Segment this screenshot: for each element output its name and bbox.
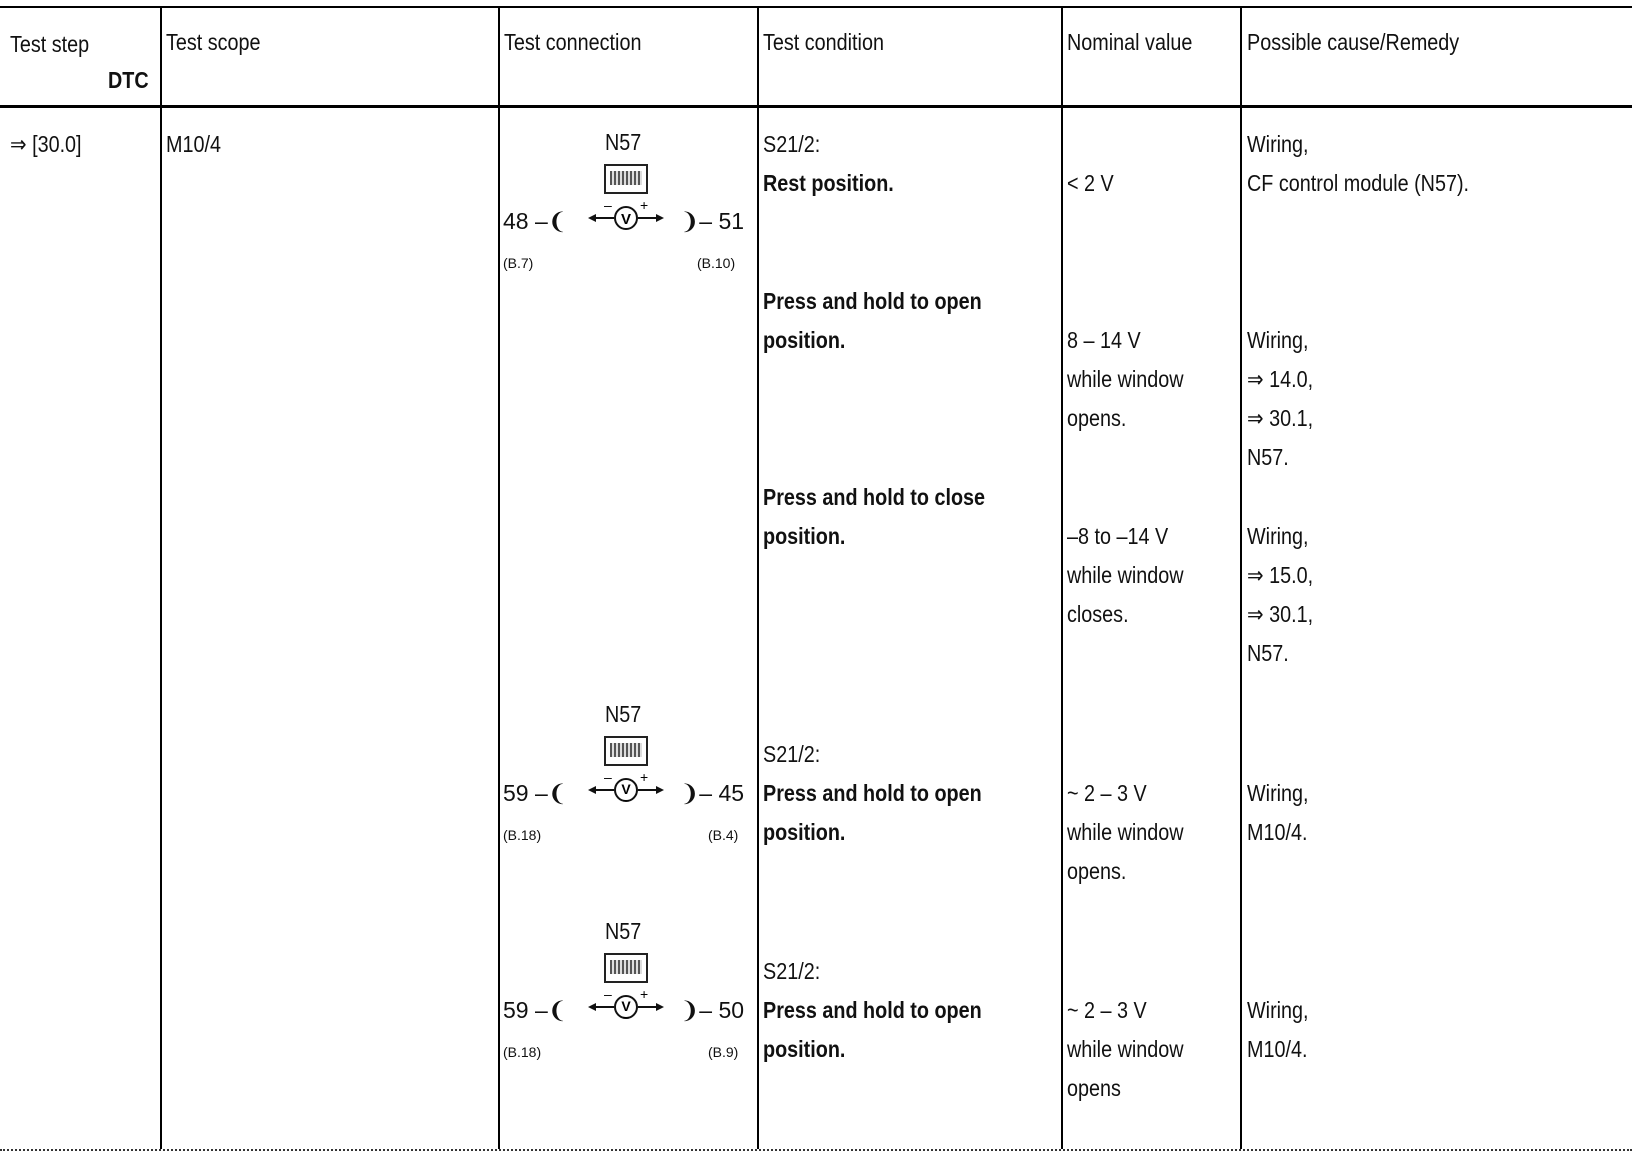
top-rule (0, 6, 1632, 8)
svg-text:–: – (604, 200, 612, 213)
header-dtc: DTC (108, 67, 149, 93)
condition-1-state: Rest position. (763, 170, 894, 196)
bottom-dotted-rule (0, 1149, 1632, 1151)
cause-2-line3: ⇒ 30.1, (1247, 405, 1314, 431)
voltmeter-icon (586, 200, 666, 234)
nominal-3-line2: while window (1067, 562, 1184, 588)
voltmeter-icon (586, 772, 666, 812)
header-nominal-value: Nominal value (1067, 29, 1193, 55)
col-divider-5 (1240, 8, 1242, 1149)
cause-1-line1: Wiring, (1247, 131, 1309, 157)
cause-5-line1: Wiring, (1247, 997, 1309, 1023)
cause-2-line4: N57. (1247, 444, 1289, 470)
connection-3-right-pin: ❩– 50 (680, 997, 745, 1023)
nominal-1: < 2 V (1067, 170, 1114, 196)
cause-4-line1: Wiring, (1247, 780, 1309, 806)
cause-5-line2: M10/4. (1247, 1036, 1308, 1062)
nominal-4-line3: opens. (1067, 858, 1127, 884)
nominal-5-line1: ~ 2 – 3 V (1067, 997, 1147, 1023)
condition-4-label: S21/2: (763, 741, 821, 767)
control-module-icon (604, 164, 648, 194)
col-divider-4 (1061, 8, 1063, 1149)
connection-1-right-pin: ❩– 51 (680, 208, 745, 234)
nominal-5-line3: opens (1067, 1075, 1121, 1101)
svg-text:+: + (640, 200, 649, 213)
nominal-2-line1: 8 – 14 V (1067, 327, 1141, 353)
condition-3-line2: position. (763, 523, 846, 549)
cause-3-line4: N57. (1247, 640, 1289, 666)
cause-1-line2: CF control module (N57). (1247, 170, 1470, 196)
col-divider-2 (498, 8, 500, 1149)
connection-3-left-ref: (B.18) (503, 1044, 542, 1060)
svg-text:V: V (620, 211, 632, 228)
control-module-icon (604, 953, 648, 983)
condition-5-label: S21/2: (763, 958, 821, 984)
connection-2-right-ref: (B.4) (708, 827, 739, 843)
nominal-5-line2: while window (1067, 1036, 1184, 1062)
connection-1-right-ref: (B.10) (697, 255, 736, 271)
cause-2-line1: Wiring, (1247, 327, 1309, 353)
condition-2-line1: Press and hold to open (763, 288, 982, 314)
condition-4-line1: Press and hold to open (763, 780, 982, 806)
nominal-4-line2: while window (1067, 819, 1184, 845)
cause-2-line2: ⇒ 14.0, (1247, 366, 1314, 392)
connection-3-right-ref: (B.9) (708, 1044, 739, 1060)
connection-1-left-ref: (B.7) (503, 255, 534, 271)
svg-text:+: + (640, 772, 649, 785)
svg-text:V: V (621, 781, 631, 797)
cause-3-line1: Wiring, (1247, 523, 1309, 549)
condition-5-line2: position. (763, 1036, 846, 1062)
connection-1-module: N57 (605, 129, 642, 155)
test-scope-value: M10/4 (166, 131, 221, 157)
nominal-4-line1: ~ 2 – 3 V (1067, 780, 1147, 806)
condition-5-line1: Press and hold to open (763, 997, 982, 1023)
connection-2-left-ref: (B.18) (503, 827, 542, 843)
svg-text:–: – (604, 772, 612, 785)
voltmeter-icon (586, 989, 666, 1029)
cause-3-line2: ⇒ 15.0, (1247, 562, 1314, 588)
control-module-icon (604, 736, 648, 766)
nominal-3-line1: –8 to –14 V (1067, 523, 1169, 549)
header-test-condition: Test condition (763, 29, 884, 55)
test-step-value: ⇒ [30.0] (10, 131, 82, 157)
svg-text:~: ~ (622, 1011, 630, 1025)
col-divider-3 (757, 8, 759, 1149)
svg-text:V: V (621, 998, 631, 1014)
connection-2-right-pin: ❩– 45 (680, 780, 745, 806)
condition-2-line2: position. (763, 327, 846, 353)
nominal-3-line3: closes. (1067, 601, 1129, 627)
cause-4-line2: M10/4. (1247, 819, 1308, 845)
connection-2-module: N57 (605, 701, 642, 727)
cause-3-line3: ⇒ 30.1, (1247, 601, 1314, 627)
connection-3-module: N57 (605, 918, 642, 944)
header-test-connection: Test connection (504, 29, 642, 55)
header-possible-cause: Possible cause/Remedy (1247, 29, 1460, 55)
nominal-2-line2: while window (1067, 366, 1184, 392)
connection-1-left-pin: 48 –❨ (503, 208, 568, 234)
svg-text:+: + (640, 989, 649, 1002)
condition-3-line1: Press and hold to close (763, 484, 986, 510)
col-divider-1 (160, 8, 162, 1149)
header-test-step: Test step (10, 31, 90, 57)
svg-text:~: ~ (622, 794, 630, 808)
condition-4-line2: position. (763, 819, 846, 845)
header-test-scope: Test scope (166, 29, 261, 55)
nominal-2-line3: opens. (1067, 405, 1127, 431)
header-rule (0, 105, 1632, 108)
connection-3-left-pin: 59 –❨ (503, 997, 568, 1023)
condition-1-label: S21/2: (763, 131, 821, 157)
svg-text:–: – (604, 989, 612, 1002)
connection-2-left-pin: 59 –❨ (503, 780, 568, 806)
